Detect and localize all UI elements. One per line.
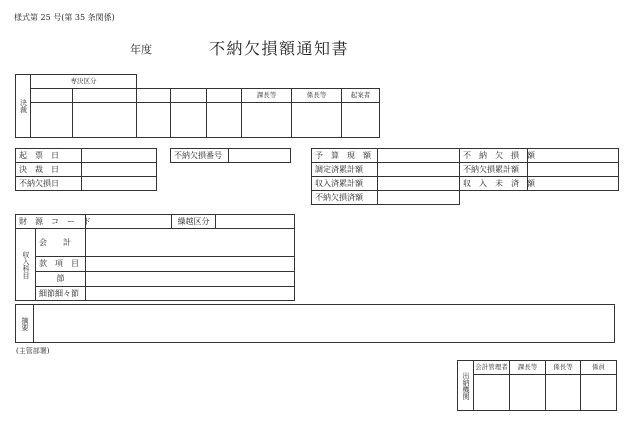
account-field[interactable] <box>86 229 295 257</box>
dates-table <box>15 148 157 191</box>
document-title: 不納欠損額通知書 <box>209 39 350 58</box>
summary-table <box>15 304 615 343</box>
unreceived-label: 収 入 未 済 額 <box>460 177 528 191</box>
loss-amount-label: 不 納 欠 損 額 <box>460 149 528 163</box>
clause-field[interactable] <box>86 272 295 287</box>
fiscal-year-label: 年度 <box>130 43 152 56</box>
loss-amount-field[interactable] <box>528 149 619 163</box>
received-total-field[interactable] <box>378 177 460 191</box>
carryover-label: 繰越区分 <box>172 215 216 229</box>
revenue-table <box>15 214 295 301</box>
fund-code-field[interactable] <box>86 215 172 229</box>
seal-subsection-chief[interactable] <box>292 103 342 138</box>
approval-cell[interactable] <box>171 89 207 103</box>
loss-settled-label: 不納欠損済額 <box>312 191 378 205</box>
seal-accounting-manager[interactable] <box>474 375 510 411</box>
role-subsection-chief: 係長等 <box>292 89 342 103</box>
section-item-field[interactable] <box>86 257 295 272</box>
loss-settled-field[interactable] <box>378 191 460 205</box>
approval-cell[interactable] <box>31 89 73 103</box>
received-total-label: 収入済累計額 <box>312 177 378 191</box>
fund-code-label: 財 源 コ ー ド <box>16 215 86 229</box>
approval-seal-box[interactable] <box>171 103 207 138</box>
loss-total-field[interactable] <box>528 163 619 177</box>
approval-category-label: 専決区分 <box>31 75 137 89</box>
approval-seal-box[interactable] <box>137 103 171 138</box>
treasury-side-label: 出納機関 <box>458 361 474 411</box>
role-clerk: 係員 <box>581 361 617 375</box>
loss-date-label: 不納欠損日 <box>16 177 82 191</box>
loss-total-label: 不納欠損累計額 <box>460 163 528 177</box>
role-accounting-manager: 会計管理者 <box>474 361 510 375</box>
amounts-left-table <box>311 148 460 205</box>
approval-seal-box[interactable] <box>31 103 73 138</box>
draft-date-field[interactable] <box>82 149 157 163</box>
draft-date-label: 起 票 日 <box>16 149 82 163</box>
amounts-right-table <box>459 148 619 191</box>
subclause-field[interactable] <box>86 287 295 301</box>
section-item-label: 款 項 目 <box>36 257 86 272</box>
budget-amount-label: 予 算 現 額 <box>312 149 378 163</box>
assessed-total-field[interactable] <box>378 163 460 177</box>
seal-section-chief[interactable] <box>242 103 292 138</box>
loss-number-table <box>170 148 291 163</box>
subclause-label: 細節細々節 <box>36 287 86 301</box>
approval-cell[interactable] <box>137 89 171 103</box>
approval-cell[interactable] <box>73 89 137 103</box>
treasury-table <box>457 360 617 411</box>
account-label: 会 計 <box>36 229 86 257</box>
form-number: 様式第 25 号(第 35 条関係) <box>14 13 115 22</box>
approval-date-label: 決 裁 日 <box>16 163 82 177</box>
department-caption: (主管部署) <box>16 347 50 355</box>
approval-cell[interactable] <box>207 89 242 103</box>
seal-treasury-section-chief[interactable] <box>510 375 546 411</box>
approval-side-label: 決裁 <box>16 75 31 138</box>
approval-seal-box[interactable] <box>207 103 242 138</box>
approval-table <box>15 74 380 138</box>
seal-treasury-subsection-chief[interactable] <box>546 375 581 411</box>
revenue-side-label: 収入科目 <box>16 229 36 301</box>
loss-number-field[interactable] <box>229 149 291 163</box>
loss-number-label: 不納欠損番号 <box>171 149 229 163</box>
approval-seal-box[interactable] <box>73 103 137 138</box>
clause-label: 節 <box>36 272 86 287</box>
carryover-field[interactable] <box>216 215 295 229</box>
summary-label: 摘要 <box>16 305 34 343</box>
approval-date-field[interactable] <box>82 163 157 177</box>
summary-field[interactable] <box>34 305 615 343</box>
role-drafter: 起案者 <box>342 89 380 103</box>
role-section-chief: 課長等 <box>242 89 292 103</box>
role-treasury-subsection-chief: 係長等 <box>546 361 581 375</box>
seal-clerk[interactable] <box>581 375 617 411</box>
unreceived-field[interactable] <box>528 177 619 191</box>
budget-amount-field[interactable] <box>378 149 460 163</box>
role-treasury-section-chief: 課長等 <box>510 361 546 375</box>
assessed-total-label: 調定済累計額 <box>312 163 378 177</box>
loss-date-field[interactable] <box>82 177 157 191</box>
seal-drafter[interactable] <box>342 103 380 138</box>
